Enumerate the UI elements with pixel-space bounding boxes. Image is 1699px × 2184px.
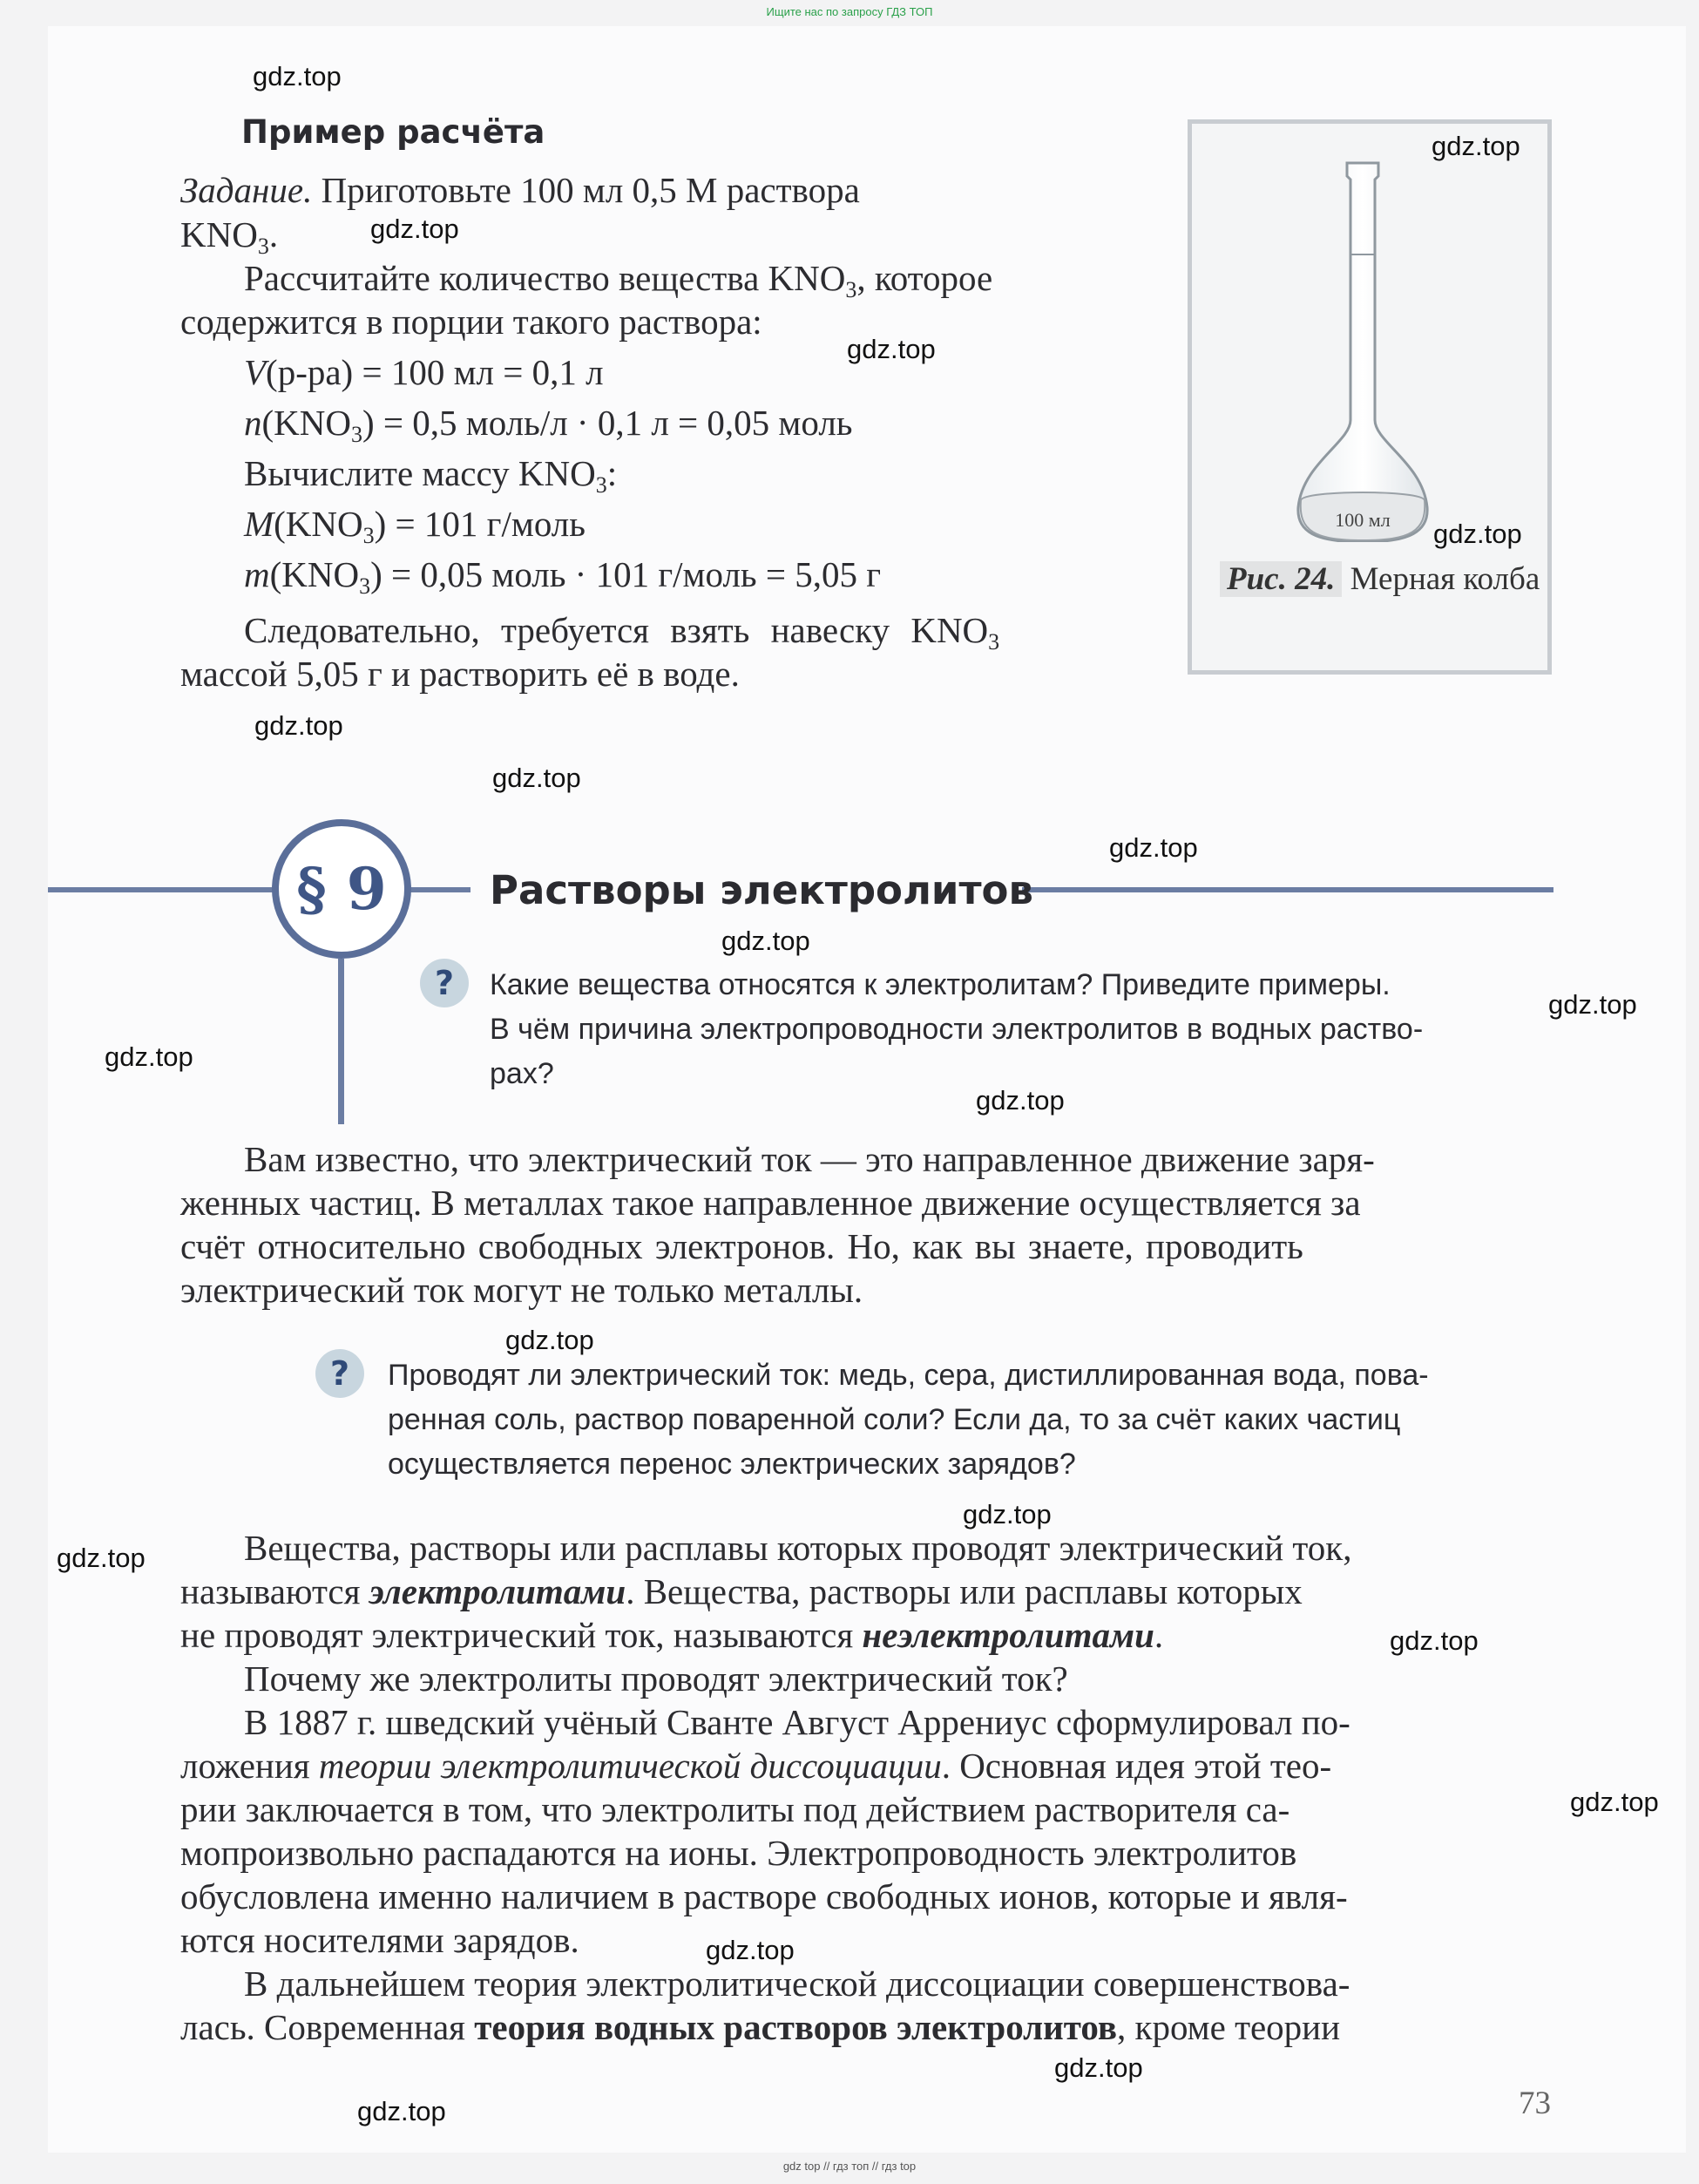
- watermark: gdz.top: [963, 1499, 1052, 1529]
- watermark: gdz.top: [357, 2096, 446, 2126]
- calc-line-4: содержится в порции такого раствора:: [180, 302, 762, 342]
- formula-part: (KNO: [269, 554, 360, 594]
- formula-subscript: 3: [359, 573, 371, 599]
- text-span: лась. Современная: [180, 2007, 475, 2047]
- watermark: gdz.top: [1432, 131, 1520, 161]
- calc-text: Следовательно, требуется взять навеску KNO: [244, 610, 989, 650]
- para2-line4: Почему же электролиты проводят электрический ток?: [244, 1658, 1068, 1699]
- figure-caption-label: Рис. 24.: [1220, 561, 1342, 597]
- watermark: gdz.top: [505, 1325, 594, 1355]
- watermark: gdz.top: [253, 61, 342, 92]
- calc-text: Рассчитайте количество вещества KNO: [244, 258, 846, 298]
- text-span: не проводят электрический ток, называются: [180, 1615, 863, 1655]
- watermark: gdz.top: [1390, 1625, 1479, 1656]
- para2-line6: [180, 1744, 1331, 1787]
- footer-note: gdz top // гдз топ // гдз top: [782, 2160, 917, 2173]
- task-line: [180, 168, 1139, 212]
- task-formula: KNO: [180, 214, 258, 254]
- section-rule-vertical: [338, 959, 344, 1124]
- question2-line1: Проводят ли электрический ток: медь, сера, дистиллированная вода, пова-: [388, 1359, 1429, 1392]
- figure-box: [1188, 119, 1552, 675]
- watermark: gdz.top: [370, 214, 459, 244]
- term-dissociation-theory: теории электролитической диссоциации: [318, 1746, 942, 1786]
- calc-subscript: 3: [988, 629, 1000, 655]
- question2-line3: осуществляется перенос электрических зарядов?: [388, 1448, 1076, 1481]
- watermark: gdz.top: [976, 1085, 1065, 1116]
- volumetric-flask-illustration: [1192, 124, 1556, 542]
- formula-amount: [244, 401, 853, 447]
- section-number: § 9: [296, 855, 387, 923]
- task-subscript: 3: [257, 234, 269, 259]
- calc-line-7: [244, 451, 618, 498]
- para2-line11: В дальнейшем теория электролитической диссоциации совершенствова-: [244, 1964, 1350, 2004]
- calc-text: , которое: [856, 258, 993, 298]
- question1-line3: рах?: [490, 1057, 554, 1090]
- text-span: .: [1154, 1615, 1164, 1655]
- watermark: gdz.top: [1570, 1787, 1659, 1817]
- header-note: Ищите нас по запросу ГДЗ ТОП: [766, 5, 933, 18]
- para1-line2: женных частиц. В металлах такое направленное движение осуществляется за: [180, 1183, 1361, 1223]
- formula-subscript: 3: [350, 422, 362, 447]
- formula-var: n: [244, 403, 262, 443]
- task-line-2: [180, 213, 279, 259]
- term-nonelectrolytes: неэлектролитами: [862, 1615, 1154, 1655]
- watermark: gdz.top: [706, 1935, 795, 1965]
- section-number-badge: [272, 819, 411, 959]
- formula-part: ) = 0,05 моль · 101 г/моль = 5,05 г: [370, 554, 882, 594]
- para1-line3: счёт относительно свободных электронов. Но, как вы знаете, проводить: [180, 1226, 1303, 1266]
- figure-caption-text: Мерная колба: [1342, 561, 1540, 597]
- section-title: Растворы электролитов: [490, 867, 1033, 913]
- calc-line-10: [244, 608, 1139, 655]
- section-rule-mid: [410, 887, 470, 892]
- formula-subscript: 3: [362, 523, 375, 548]
- calc-line-11: массой 5,05 г и растворить её в воде.: [180, 654, 740, 694]
- formula-molar-mass: [244, 502, 586, 546]
- calc-text: :: [606, 453, 618, 493]
- calc-text: Вычислите массу KNO: [244, 453, 596, 493]
- text-span: ложения: [180, 1746, 319, 1786]
- question1-line1: Какие вещества относятся к электролитам? Приведите примеры.: [490, 968, 1391, 1001]
- term-electrolytes: электролитами: [369, 1571, 626, 1611]
- example-heading: Пример расчёта: [241, 113, 545, 151]
- calc-subscript: 3: [845, 277, 857, 302]
- calc-line-3: [244, 256, 992, 300]
- formula-part: (KNO: [274, 504, 363, 544]
- watermark: gdz.top: [847, 334, 936, 364]
- para2-line5: В 1887 г. шведский учёный Сванте Август Аррениус сформулировал по-: [244, 1702, 1350, 1742]
- question1-line2: В чём причина электропроводности электролитов в водных раство-: [490, 1013, 1424, 1046]
- formula-var: M: [244, 504, 274, 544]
- figure-caption: [1227, 560, 1540, 600]
- text-span: называются: [180, 1571, 369, 1611]
- formula-var: m: [244, 554, 270, 594]
- watermark: gdz.top: [1109, 832, 1198, 863]
- para2-line9: обусловлена именно наличием в растворе свободных ионов, которые и явля-: [180, 1876, 1348, 1916]
- section-rule-right: [1022, 887, 1553, 892]
- watermark: gdz.top: [105, 1041, 193, 1072]
- watermark: gdz.top: [57, 1543, 146, 1573]
- formula-part: (KNO: [261, 403, 351, 443]
- question-icon: ?: [420, 959, 469, 1007]
- task-end: .: [268, 214, 279, 254]
- term-aqueous-solutions-theory: теория водных растворов электролитов: [474, 2007, 1118, 2047]
- text-span: , кроме теории: [1117, 2007, 1341, 2047]
- formula-part: ) = 0,5 моль/л · 0,1 л = 0,05 моль: [362, 403, 853, 443]
- para2-line10: ются носителями зарядов.: [180, 1920, 579, 1960]
- formula-volume: [244, 350, 604, 394]
- formula-rest: (р-ра) = 100 мл = 0,1 л: [266, 352, 604, 392]
- question-icon: ?: [315, 1349, 364, 1398]
- question2-line2: ренная соль, раствор поваренной соли? Если да, то за счёт каких частиц: [388, 1403, 1401, 1436]
- watermark: gdz.top: [721, 926, 810, 956]
- formula-part: ) = 101 г/моль: [374, 504, 586, 544]
- watermark: gdz.top: [254, 710, 343, 741]
- watermark: gdz.top: [1433, 519, 1522, 549]
- text-span: . Основная идея этой тео-: [941, 1746, 1332, 1786]
- para2-line7: рии заключается в том, что электролиты под действием растворителя са-: [180, 1789, 1290, 1829]
- section-rule-left: [48, 887, 279, 892]
- formula-var: V: [244, 352, 267, 392]
- text-span: . Вещества, растворы или расплавы которых: [626, 1571, 1303, 1611]
- task-label: Задание.: [180, 170, 313, 210]
- para1-line1: Вам известно, что электрический ток — это направленное движение заря-: [244, 1139, 1375, 1179]
- page-number: 73: [1519, 2086, 1551, 2121]
- calc-subscript: 3: [595, 472, 607, 498]
- para2-line3: [180, 1613, 1163, 1657]
- para2-line8: мопроизвольно распадаются на ионы. Электропроводность электролитов: [180, 1833, 1297, 1873]
- para1-line4: электрический ток могут не только металлы.: [180, 1270, 863, 1310]
- para2-line1: Вещества, растворы или расплавы которых проводят электрический ток,: [244, 1528, 1352, 1568]
- watermark: gdz.top: [492, 763, 581, 793]
- task-text: Приготовьте 100 мл 0,5 М раствора: [312, 170, 860, 210]
- watermark: gdz.top: [1054, 2052, 1143, 2083]
- flask-label: 100 мл: [1335, 509, 1391, 531]
- para2-line2: [180, 1570, 1303, 1613]
- para2-line12: [180, 2005, 1340, 2049]
- formula-mass: [244, 553, 882, 599]
- watermark: gdz.top: [1548, 989, 1637, 1020]
